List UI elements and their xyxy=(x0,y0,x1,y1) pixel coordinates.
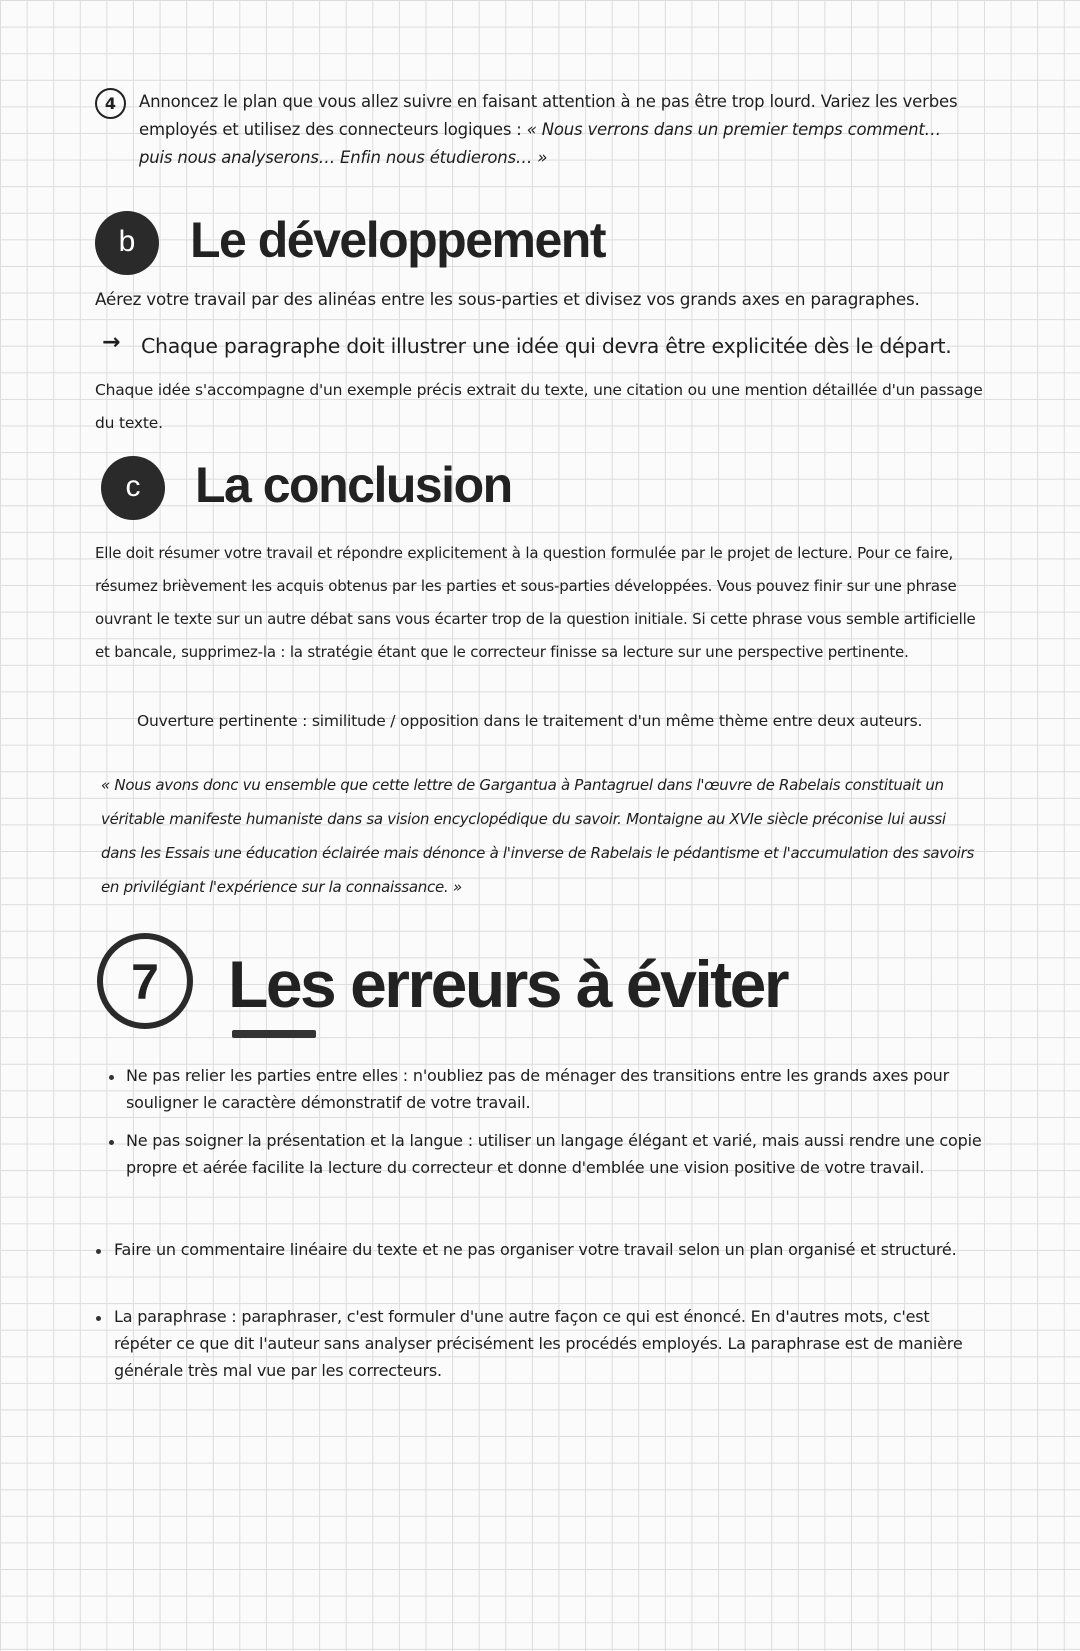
list-item: Ne pas relier les parties entre elles : n'oubliez pas de ménager des transitions entre les grands axes pour souligner le caractère démonstratif de votre travail. xyxy=(126,1066,949,1112)
step-number-badge: 4 xyxy=(95,88,126,119)
section-c-body: Elle doit résumer votre travail et répondre explicitement à la question formulée par le projet de lecture. Pour ce faire, résumez brièvement les acquis obtenus par les parties et sous-parties développées. Vous pouvez finir sur une phrase ouvrant le texte sur un autre débat sans vous écarter trop de la question initiale. Si cette phrase vous semble artificielle et bancale, supprimez-la : la stratégie étant que le correcteur finisse sa lecture sur une perspective pertinente. xyxy=(95,544,976,661)
list-item: Ne pas soigner la présentation et la langue : utiliser un langage élégant et varié, mais aussi rendre une copie propre et aérée facilite la lecture du correcteur et donne d'emblée une vision positive de votre travail. xyxy=(126,1131,982,1177)
section-b-intro: Aérez votre travail par des alinéas entre les sous-parties et divisez vos grands axes en paragraphes. xyxy=(95,289,920,309)
section-b-title: Le développement xyxy=(190,212,605,268)
section-7-number-badge: 7 xyxy=(97,933,193,1029)
section-b-badge: b xyxy=(95,211,159,275)
bullet-icon xyxy=(109,1075,114,1080)
step-4-text: Annoncez le plan que vous allez suivre en faisant attention à ne pas être trop lourd. Variez les verbes employés et utilisez des connecteurs logiques : xyxy=(139,92,958,139)
section-b-key-point: Chaque paragraphe doit illustrer une idée qui devra être explicitée dès le départ. xyxy=(141,334,952,358)
step-4-paragraph xyxy=(139,88,969,172)
opening-note: Ouverture pertinente : similitude / opposition dans le traitement d'un même thème entre deux auteurs. xyxy=(137,712,923,730)
list-item: La paraphrase : paraphraser, c'est formuler d'une autre façon ce qui est énoncé. En d'autres mots, c'est répéter ce que dit l'auteur sans analyser précisément les procédés employés. La paraphrase est de manière générale très mal vue par les correcteurs. xyxy=(114,1307,963,1380)
bullet-icon xyxy=(109,1140,114,1145)
title-underline xyxy=(232,1030,316,1038)
section-c-badge: c xyxy=(101,456,165,520)
conclusion-example-quote: « Nous avons donc vu ensemble que cette lettre de Gargantua à Pantagruel dans l'œuvre de Rabelais constituait un véritable manifeste humaniste dans sa vision encyclopédique du savoir. Montaigne au XVIe siècle préconise lui aussi dans les Essais une éducation éclairée mais dénonce à l'inverse de Rabelais le pédantisme et l'accumulation des savoirs en privilégiant l'expérience sur la connaissance. » xyxy=(101,776,974,896)
section-b-detail: Chaque idée s'accompagne d'un exemple précis extrait du texte, une citation ou une mention détaillée d'un passage du texte. xyxy=(95,381,983,432)
list-item: Faire un commentaire linéaire du texte et ne pas organiser votre travail selon un plan organisé et structuré. xyxy=(114,1240,957,1259)
arrow-icon: → xyxy=(102,330,121,355)
section-c-title: La conclusion xyxy=(195,457,512,513)
bullet-icon xyxy=(96,1249,101,1254)
section-7-title: Les erreurs à éviter xyxy=(228,947,788,1021)
bullet-icon xyxy=(96,1316,101,1321)
step-4-quote: « Nous verrons dans un premier temps comment… puis nous analyserons… Enfin nous étudierons… » xyxy=(139,120,941,167)
